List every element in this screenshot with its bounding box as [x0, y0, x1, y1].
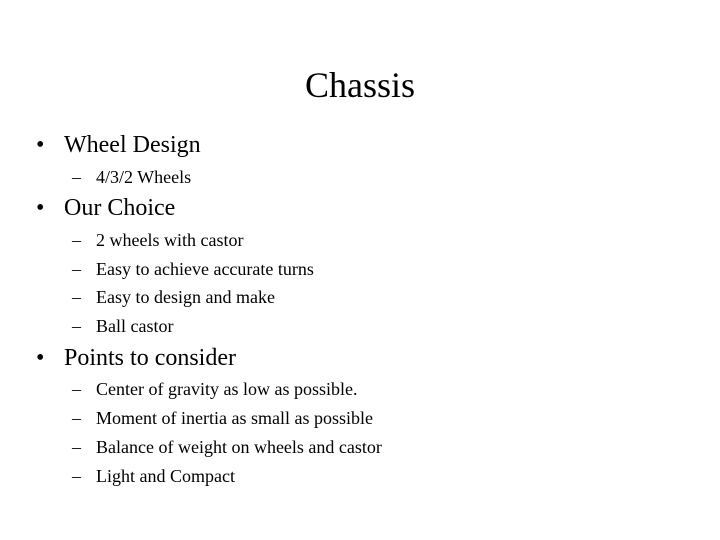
dash-glyph: –	[72, 287, 81, 307]
sub-item-text: Easy to design and make	[96, 287, 275, 307]
sub-item-text: Moment of inertia as small as possible	[96, 408, 373, 428]
bullet-heading: Points to consider	[64, 345, 236, 371]
bullet-points-to-consider	[36, 343, 236, 373]
dash-glyph: –	[72, 259, 81, 279]
sub-item-text: Easy to achieve accurate turns	[96, 259, 314, 279]
bullet-wheel-design	[36, 130, 201, 160]
dash-glyph: –	[72, 437, 81, 457]
sub-item-text: Light and Compact	[96, 466, 235, 486]
sub-item-text: 2 wheels with castor	[96, 230, 244, 250]
sub-item-text: 4/3/2 Wheels	[96, 167, 192, 187]
bullet-heading: Our Choice	[64, 195, 176, 221]
slide-title-text: Chassis	[304, 65, 416, 105]
bullet-glyph: •	[36, 132, 45, 158]
dash-glyph: –	[72, 316, 81, 336]
dash-glyph: –	[72, 230, 81, 250]
dash-glyph: –	[72, 167, 81, 187]
sub-item-text: Center of gravity as low as possible.	[96, 379, 358, 399]
dash-glyph: –	[72, 466, 81, 486]
bullet-our-choice	[36, 193, 175, 223]
bullet-glyph: •	[36, 345, 45, 371]
dash-glyph: –	[72, 379, 81, 399]
sub-item-text: Ball castor	[96, 316, 174, 336]
bullet-heading: Wheel Design	[64, 132, 201, 158]
sub-item-text: Balance of weight on wheels and castor	[96, 437, 382, 457]
dash-glyph: –	[72, 408, 81, 428]
bullet-glyph: •	[36, 195, 45, 221]
